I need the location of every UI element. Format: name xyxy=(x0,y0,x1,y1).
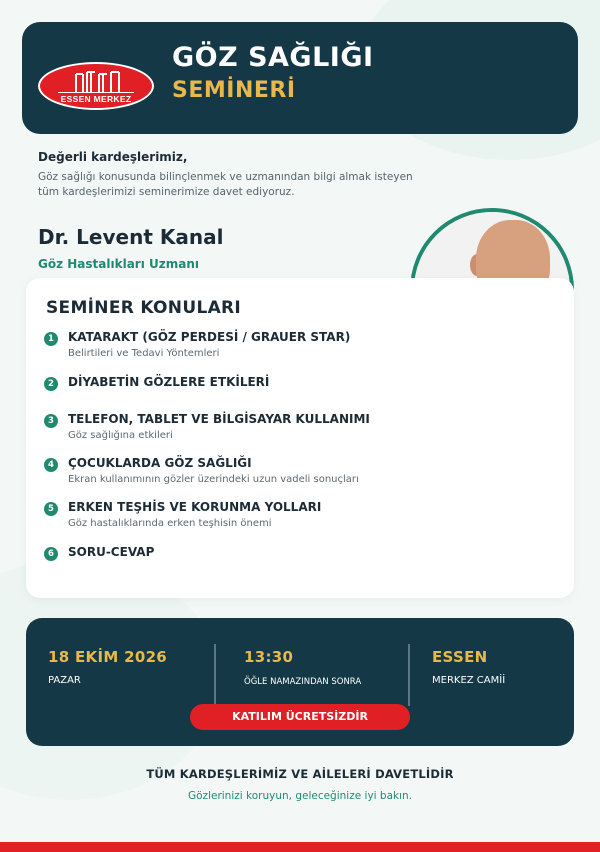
topic-number: 5 xyxy=(44,502,58,516)
topic-subtitle: Ekran kullanımının gözler üzerindeki uzun vadeli sonuçları xyxy=(68,474,359,485)
event-day: PAZAR xyxy=(48,675,81,686)
mosque-logo-icon xyxy=(73,68,123,94)
divider xyxy=(408,644,410,706)
topic-subtitle: Belirtileri ve Tedavi Yöntemleri xyxy=(68,348,220,359)
topic-number: 4 xyxy=(44,458,58,472)
topic-subtitle: Göz hastalıklarında erken teşhisin önemi xyxy=(68,518,272,529)
essen-merkez-logo xyxy=(38,62,154,110)
speaker-title: Göz Hastalıkları Uzmanı xyxy=(38,257,199,271)
event-time-value: 13:30 xyxy=(244,648,294,666)
topic-title: DİYABETİN GÖZLERE ETKİLERİ xyxy=(68,375,270,389)
topic-title: KATARAKT (GÖZ PERDESİ / GRAUER STAR) xyxy=(68,330,351,344)
footer-subtitle: Gözlerinizi koruyun, geleceğinize iyi bakın. xyxy=(188,790,412,802)
topics-heading: SEMİNER KONULARI xyxy=(46,298,242,318)
divider xyxy=(214,644,216,706)
topic-number: 2 xyxy=(44,377,58,391)
event-info-bar xyxy=(26,618,574,746)
footer-title: TÜM KARDEŞLERİMİZ VE AİLELERİ DAVETLİDİR xyxy=(146,767,454,781)
free-entry-badge: KATILIM ÜCRETSİZDİR xyxy=(190,704,410,730)
event-time xyxy=(244,648,361,687)
topics-card xyxy=(26,278,574,598)
topic-title: ÇOCUKLARDA GÖZ SAĞLIĞI xyxy=(68,456,252,470)
event-time-note: ÖĞLE NAMAZINDAN SONRA xyxy=(244,677,362,687)
topic-number: 3 xyxy=(44,414,58,428)
topic-subtitle: Göz sağlığına etkileri xyxy=(68,430,173,441)
event-venue: MERKEZ CAMİİ xyxy=(432,675,506,686)
header-banner xyxy=(22,22,578,134)
bottom-stripe xyxy=(0,842,600,852)
speaker-name: Dr. Levent Kanal xyxy=(38,225,224,249)
topic-title: SORU-CEVAP xyxy=(68,545,155,559)
event-date-value: 18 EKİM 2026 xyxy=(48,648,168,666)
page-title: GÖZ SAĞLIĞI xyxy=(172,42,374,73)
event-date xyxy=(48,648,167,686)
event-location xyxy=(432,648,505,686)
topic-title: TELEFON, TABLET VE BİLGİSAYAR KULLANIMI xyxy=(68,412,370,426)
topic-number: 1 xyxy=(44,332,58,346)
greeting-title: Değerli kardeşlerimiz, xyxy=(38,150,188,164)
topic-number: 6 xyxy=(44,547,58,561)
greeting-body: Göz sağlığı konusunda bilinçlenmek ve uzmanından bilgi almak isteyen tüm kardeşlerimizi seminerimize davet ediyoruz. xyxy=(38,171,413,198)
logo-text: ESSEN MERKEZ xyxy=(40,94,152,104)
topic-title: ERKEN TEŞHİS VE KORUNMA YOLLARI xyxy=(68,500,322,514)
event-city: ESSEN xyxy=(432,648,488,666)
page-subtitle: SEMİNERİ xyxy=(172,78,296,103)
